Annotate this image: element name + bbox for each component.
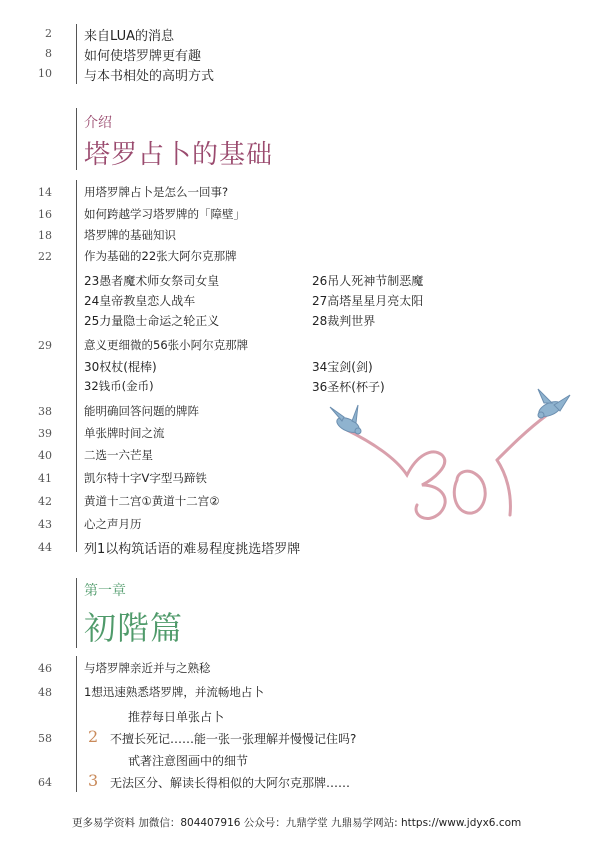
toc-entry[interactable]: 与本书相处的高明方式: [84, 69, 215, 84]
page-number: 64: [38, 776, 52, 789]
major-arcana-item[interactable]: 28裁判世界: [312, 314, 376, 328]
major-arcana-item[interactable]: 26吊人死神节制恶魔: [312, 274, 424, 288]
page-number: 18: [38, 229, 52, 242]
page-number: 48: [38, 686, 52, 699]
toc-entry[interactable]: 来自LUA的消息: [84, 29, 175, 44]
item-number: 3: [88, 771, 99, 790]
page-number: 46: [38, 662, 52, 675]
toc-entry[interactable]: 塔罗牌的基础知识: [84, 228, 176, 242]
page-number: 14: [38, 186, 52, 199]
top-divider: [76, 24, 77, 84]
intro-header-divider: [76, 108, 77, 170]
illustration-birds-ribbon: [322, 385, 582, 535]
toc-entry[interactable]: 黄道十二宫①黄道十二宫②: [84, 494, 220, 508]
page-number: 40: [38, 449, 52, 462]
toc-entry[interactable]: 列1以构筑话语的难易程度挑选塔罗牌: [84, 542, 301, 557]
toc-entry[interactable]: 如何使塔罗牌更有趣: [84, 49, 202, 64]
toc-entry[interactable]: 凯尔特十字V字型马蹄铁: [84, 471, 207, 485]
page-number: 10: [38, 67, 52, 80]
minor-arcana-item[interactable]: 30权杖(棍棒): [84, 360, 157, 374]
page-number: 2: [45, 27, 52, 40]
toc-entry[interactable]: 心之声月历: [84, 517, 142, 531]
section-title: 塔罗占卜的基础: [84, 140, 274, 170]
toc-entry[interactable]: 无法区分、解读长得相似的大阿尔克那牌……: [110, 776, 351, 790]
major-arcana-item[interactable]: 27高塔星星月亮太阳: [312, 294, 424, 308]
chapter1-divider: [76, 656, 77, 792]
major-arcana-item[interactable]: 25力量隐士命运之轮正义: [84, 314, 220, 328]
section-label: 介绍: [84, 115, 112, 131]
page-number: 22: [38, 250, 52, 263]
item-number: 2: [88, 727, 99, 746]
toc-entry[interactable]: 意义更细微的56张小阿尔克那牌: [84, 338, 249, 352]
bird-left-icon: [330, 405, 361, 436]
minor-arcana-item[interactable]: 36圣杯(杯子): [312, 380, 385, 394]
toc-entry[interactable]: 作为基础的22张大阿尔克那牌: [84, 249, 237, 263]
intro-divider: [76, 180, 77, 552]
toc-entry[interactable]: 1想迅速熟悉塔罗牌，并流畅地占卜: [84, 685, 264, 699]
page-number: 41: [38, 472, 52, 485]
toc-entry[interactable]: 用塔罗牌占卜是怎么一回事?: [84, 185, 229, 199]
minor-arcana-item[interactable]: 34宝剑(剑): [312, 360, 373, 374]
page-number: 42: [38, 495, 52, 508]
toc-entry[interactable]: 如何跨越学习塔罗牌的「障壁」: [84, 207, 245, 221]
bird-right-icon: [537, 389, 570, 420]
toc-entry[interactable]: 单张牌时间之流: [84, 426, 165, 440]
toc-entry[interactable]: 二选一六芒星: [84, 448, 153, 462]
ribbon: [347, 415, 547, 518]
page-number: 44: [38, 541, 52, 554]
page-number: 16: [38, 208, 52, 221]
chapter1-header-divider: [76, 578, 77, 648]
page-number: 29: [38, 339, 52, 352]
toc-entry[interactable]: 与塔罗牌亲近并与之熟稔: [84, 661, 211, 675]
page-number: 39: [38, 427, 52, 440]
major-arcana-item[interactable]: 24皇帝教皇恋人战车: [84, 294, 196, 308]
page-number: 8: [45, 47, 52, 60]
toc-entry[interactable]: 能明确回答问题的牌阵: [84, 404, 199, 418]
section-label: 第一章: [84, 583, 126, 599]
toc-subentry[interactable]: 甙著注意图画中的细节: [128, 754, 249, 768]
page-number: 43: [38, 518, 52, 531]
footer-text: 更多易学资料 加微信：804407916 公众号：九鼎学堂 九鼎易学网站: https://www.jdyx6.com: [72, 817, 522, 829]
page-number: 58: [38, 732, 52, 745]
toc-entry[interactable]: 不擅长死记……能一张一张理解并慢慢记住吗?: [110, 732, 357, 746]
major-arcana-item[interactable]: 23愚者魔术师女祭司女皇: [84, 274, 220, 288]
section-title: 初階篇: [84, 609, 184, 647]
minor-arcana-item[interactable]: 32钱币(金币): [84, 379, 154, 393]
toc-subentry[interactable]: 推荐每日单张占卜: [128, 710, 225, 724]
page-number: 38: [38, 405, 52, 418]
